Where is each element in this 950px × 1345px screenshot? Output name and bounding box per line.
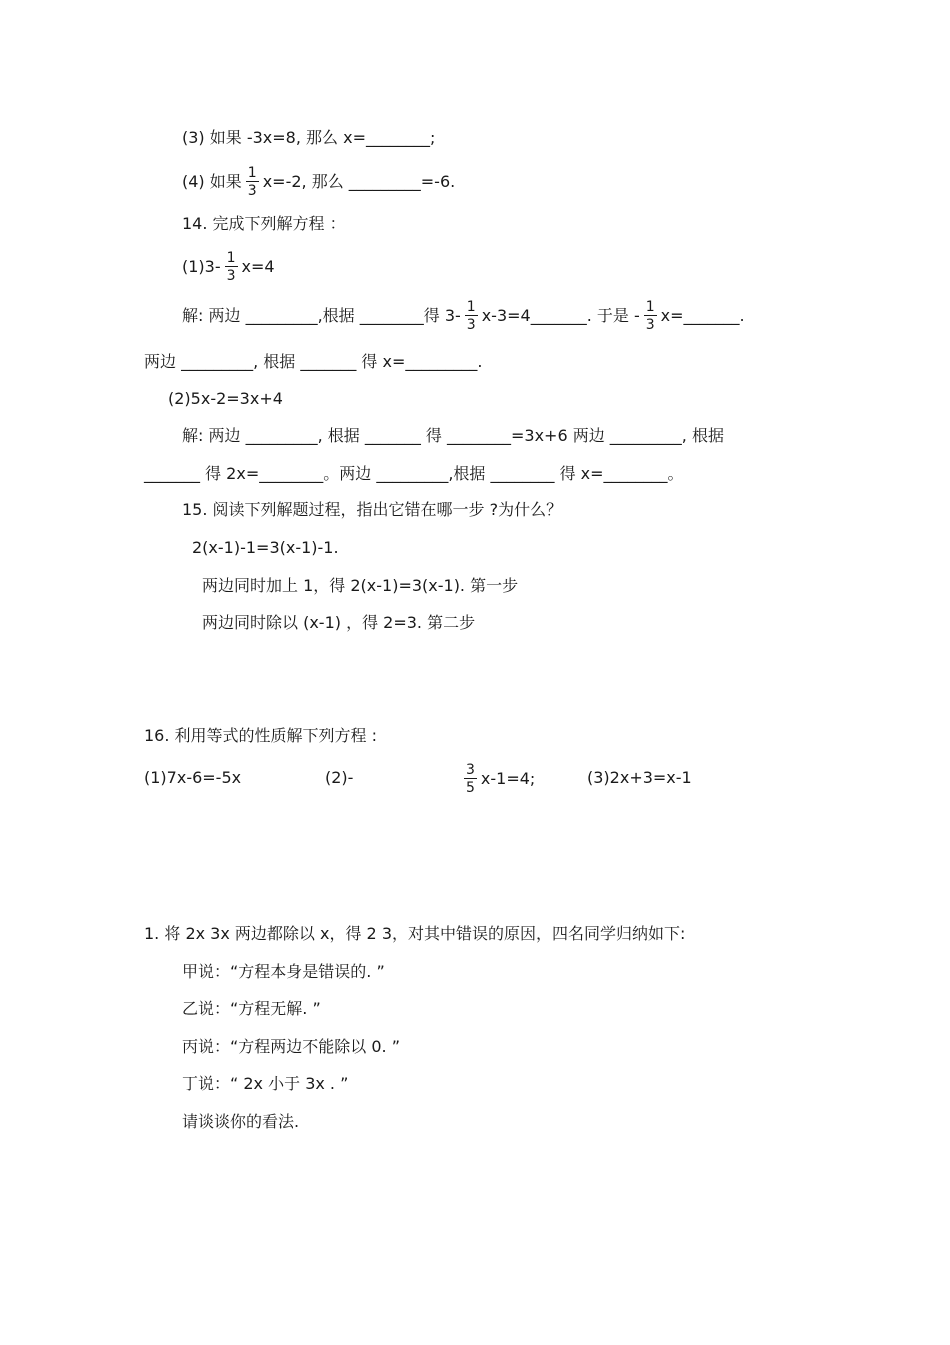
fraction-denominator: 3 bbox=[466, 317, 476, 333]
fraction-denominator: 5 bbox=[466, 780, 475, 796]
fraction-denominator: 3 bbox=[226, 268, 236, 284]
fraction-denominator: 3 bbox=[645, 317, 655, 333]
q13-item-4-suffix: x=-2, 那么 _________=-6. bbox=[262, 172, 456, 191]
ex1-prompt: 请谈谈你的看法. bbox=[182, 1112, 300, 1131]
q16-equation-2-suffix: x-1=4; bbox=[480, 769, 536, 788]
fraction-numerator: 1 bbox=[226, 250, 236, 266]
fraction-numerator: 1 bbox=[247, 165, 257, 181]
fraction bbox=[644, 300, 657, 332]
ex1-statement-bing: 丙说：“方程两边不能除以 0. ” bbox=[182, 1037, 401, 1056]
fraction-numerator: 3 bbox=[466, 762, 475, 778]
fraction-denominator: 3 bbox=[247, 183, 257, 199]
ex1-title: 1. 将 2x 3x 两边都除以 x，得 2 3，对其中错误的原因，四名同学归纳如下: bbox=[144, 924, 686, 943]
q14-title: 14. 完成下列解方程 ： bbox=[182, 214, 346, 233]
q14-problem-1-prefix: (1)3- bbox=[182, 257, 221, 276]
fraction-numerator: 1 bbox=[466, 299, 476, 315]
fraction bbox=[464, 763, 477, 795]
fraction bbox=[465, 300, 478, 332]
q13-item-3: (3) 如果 -3x=8, 那么 x=________; bbox=[182, 128, 436, 147]
q14-problem-1-suffix: x=4 bbox=[241, 257, 275, 276]
q14-solution-1 bbox=[182, 296, 745, 336]
ex1-statement-ding: 丁说：“ 2x 小于 3x . ” bbox=[182, 1074, 349, 1093]
ex1-statement-yi: 乙说：“方程无解. ” bbox=[182, 999, 321, 1018]
fraction bbox=[246, 166, 259, 198]
q14-solution-1-part-b: x-3=4_______. 于是 - bbox=[481, 306, 640, 325]
q14-solution-1-part-c: x=_______. bbox=[660, 306, 745, 325]
q14-problem-1 bbox=[182, 247, 275, 287]
q15-title: 15. 阅读下列解题过程，指出它错在哪一步 ?为什么？ bbox=[182, 500, 563, 519]
q16-equation-2-prefix: (2)- bbox=[325, 768, 354, 787]
q14-solution-1-continued: 两边 _________, 根据 _______ 得 x=_________. bbox=[144, 352, 483, 371]
q14-problem-2: (2)5x-2=3x+4 bbox=[168, 389, 283, 408]
q15-step-2: 两边同时除以 (x-1) ，得 2=3. 第二步 bbox=[202, 613, 476, 632]
q14-solution-2-line-1: 解: 两边 _________, 根据 _______ 得 ________=3x+6 两边 _________, 根据 bbox=[182, 426, 724, 445]
q16-equation-1: (1)7x-6=-5x bbox=[144, 768, 242, 787]
q16-equation-2 bbox=[460, 757, 535, 801]
q15-step-1: 两边同时加上 1，得 2(x-1)=3(x-1). 第一步 bbox=[202, 576, 519, 595]
q16-title: 16. 利用等式的性质解下列方程 : bbox=[144, 726, 378, 745]
q15-equation: 2(x-1)-1=3(x-1)-1. bbox=[192, 538, 339, 557]
q16-equation-3: (3)2x+3=x-1 bbox=[587, 768, 692, 787]
q13-item-4 bbox=[182, 162, 455, 202]
fraction-numerator: 1 bbox=[645, 299, 655, 315]
q13-item-4-prefix: (4) 如果 bbox=[182, 172, 242, 191]
ex1-statement-jia: 甲说：“方程本身是错误的. ” bbox=[182, 962, 385, 981]
q14-solution-2-line-2: _______ 得 2x=________。两边 _________,根据 ________ 得 x=________。 bbox=[144, 464, 684, 483]
fraction bbox=[225, 251, 238, 283]
q14-solution-1-part-a: 解: 两边 _________,根据 ________得 3- bbox=[182, 306, 461, 325]
